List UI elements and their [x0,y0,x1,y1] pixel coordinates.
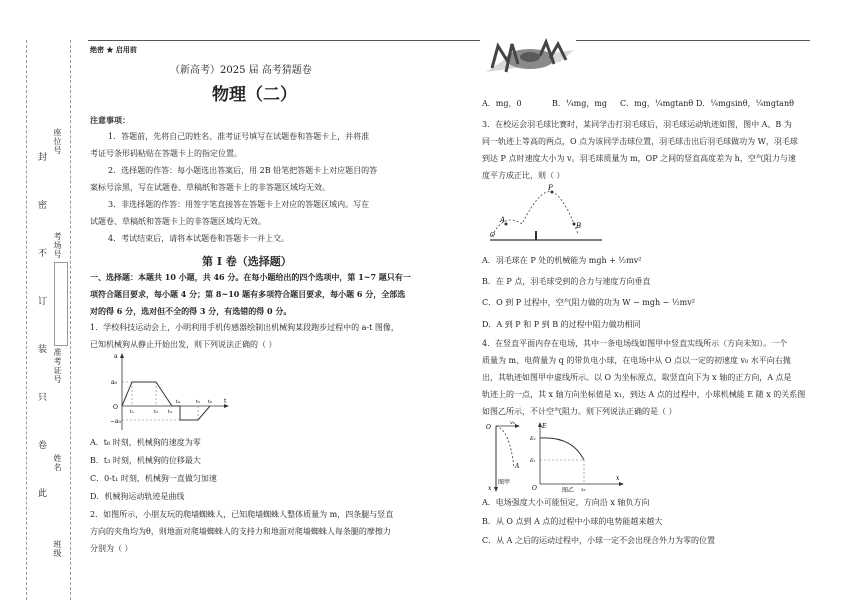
top-rule-left [88,40,480,41]
fig-yi-o-label: O [532,485,537,492]
admission-number-boxes[interactable] [54,262,68,346]
seal-char: 卷 [38,441,48,451]
page-title: 物理（二） [212,85,297,105]
q3-stem-line: 到达 P 点时速度大小为 v。羽毛球质量为 m，OP 之间的竖直高度差为 h，空气阻力与速 [482,154,796,163]
tick-t4: t₄ [176,399,181,405]
seal-char: 不 [38,249,48,259]
q3-option-c: C．O 到 P 过程中，空气阻力做的功为 W − mgh − ½mv² [482,298,695,307]
q1-stem-line: 1．学校科技运动会上，小明利用手机传感器绘制出机械狗某段跑步过程中的 a-t 图像， [90,323,399,332]
seal-char: 只 [38,393,48,403]
section-intro-line: 对的得 6 分，选对但不全的得 3 分，有选错的得 0 分。 [90,306,292,316]
q4-stem-line: 质量为 m、电荷量为 q 的带负电小球，在电场中从 O 点以一定的初速度 v₀ 水平向右抛 [482,356,791,365]
q4-stem-line: 轨迹上的一点，其 x 轴方向坐标值是 x₁，到达 A 点的过程中，小球机械能 E 随 x 的关系图 [482,390,806,399]
admission-number-label: 准考证号 [53,348,62,384]
note-line: 试题卷、草稿纸和答题卡上的非答题区域均无效。 [90,217,266,226]
q2-stem-line: 方向的夹角均为θ，则地面对爬墙蜘蛛人的支持力和地面对爬墙蜘蛛人每条腿的摩擦力 [90,527,391,536]
note-line: 3．非选择题的作答：用签字笔直接答在答题卡上对应的答题区域内。写在 [108,200,370,209]
q3-stem-line: 3．在校运会羽毛球比赛时，某同学击打羽毛球后，羽毛球运动轨迹如图，图中 A、B 为 [482,120,792,129]
name-label: 姓名 [53,454,62,472]
q4-stem-line: 4．在竖直平面内存在电场，其中一条电场线如图甲中竖直实线所示（方向未知）。一个 [482,339,788,348]
note-line: 2．选择题的作答：每小题选出答案后，用 2B 铅笔把答题卡上对应题目的答 [108,166,378,175]
section-intro-line: 项符合题目要求，每小题 4 分；第 8~10 题有多项符合题目要求，每小题 6 分，全部选 [90,289,406,299]
fig-jia-v0-label: v₀ [510,420,515,426]
q1-option-a: A．t₆ 时刻，机械狗的速度为零 [90,438,201,447]
q2-option-d: D．¼mgsinθ，¼mgtanθ [696,99,794,108]
notes-heading: 注意事项： [90,115,130,125]
q4-figure-yi [530,420,624,494]
exam-subtitle: （新高考）2025 届 高考猜题卷 [170,65,312,76]
q3-option-d: D．A 到 P 和 P 到 B 的过程中阻力做功相同 [482,320,641,329]
q4-option-a: A．电场强度大小可能恒定，方向沿 x 轴负方向 [482,498,650,507]
tick-neg-a0: −a₀ [110,418,122,425]
exam-room-label: 考场号 [53,232,62,259]
note-line: 1．答题前，先将自己的姓名、准考证号填写在试题卷和答题卡上，并将准 [108,132,370,141]
q2-spider-figure [484,38,576,80]
fig-yi-x1-label: x₁ [581,487,586,493]
q4-stem-line: 出，其轨迹如图甲中虚线所示。以 O 为坐标原点，取竖直向下为 x 轴的正方向，A 点是 [482,373,792,382]
q3-option-a: A．羽毛球在 P 处的机械能为 mgh + ½mv² [482,256,642,265]
fig-yi-x-label: x [616,475,620,482]
note-line: 4．考试结束后，请将本试题卷和答题卡一并上交。 [108,234,290,243]
fig-yi-e1-label: E₁ [530,458,536,464]
seal-char: 此 [38,489,48,499]
note-line: 考证号条形码粘贴在答题卡上的指定位置。 [90,149,242,158]
tick-t2: t₂ [154,409,159,415]
tick-t1: t₁ [130,409,135,415]
seat-number-label: 座位号 [53,128,62,155]
seal-char: 封 [38,153,48,163]
secret-label: 绝密 ★ 启用前 [90,45,137,54]
point-p-label: P [548,184,553,192]
axis-label-t: t [224,398,227,405]
q1-stem-line: 已知机械狗从静止开始出发，则下列说法正确的（ ） [90,340,277,349]
point-o-label: O [490,232,495,239]
fig-jia-a-label: A [515,463,520,470]
q4-stem-line: 如图乙所示，不计空气阻力。则下列说法正确的是（ ） [482,407,677,416]
q4-option-b: B．从 O 点到 A 点的过程中小球的电势能越来越大 [482,517,663,526]
q2-stem-line: 分别为（ ） [90,544,133,553]
fig-jia-x-label: x [488,485,492,492]
q1-option-c: C．0-t₁ 时刻，机械狗一直做匀加速 [90,474,217,483]
point-a-label: A [500,216,506,224]
note-line: 案标号涂黑，写在试题卷、草稿纸和答题卡上的非答题区域均无效。 [90,183,330,192]
tick-t3: t₃ [168,409,173,415]
point-b-label: B [576,222,582,230]
q3-stem-line: 同一轨迹上等高的两点，O 点为该同学击球位置，羽毛球击出后羽毛球做功为 W，羽毛球 [482,137,798,146]
fig-jia-o-label: O [486,424,491,431]
q3-option-b: B．在 P 点，羽毛球受到的合力与速度方向垂直 [482,277,651,286]
q3-trajectory-figure [484,184,608,246]
q1-at-graph [110,352,230,432]
fig-jia-caption: 图甲 [498,479,511,486]
fig-yi-e2-label: E₂ [530,436,536,442]
tick-t6: t₆ [208,399,213,405]
fig-yi-e-label: E [542,423,547,430]
q4-option-c: C．从 A 之后的运动过程中，小球一定不会出现合外力为零的位置 [482,536,715,545]
origin-label: O [113,404,118,411]
q2-option-c: C．mg，¼mgtanθ [620,99,694,108]
q1-option-d: D．机械狗运动轨迹是曲线 [90,492,185,501]
fig-yi-caption: 图乙 [562,487,575,494]
class-label: 班级 [53,540,62,558]
top-rule-right [576,40,810,41]
seal-char: 装 [38,345,48,355]
section-intro-line: 一、选择题：本题共 10 小题，共 46 分。在每小题给出的四个选项中，第 1~7 题只有一 [90,272,411,282]
q3-stem-line: 度平方成正比，则（ ） [482,171,565,180]
q2-stem-line: 2．如图所示，小朋友玩的爬墙蜘蛛人，已知爬墙蜘蛛人整体质量为 m，四条腿与竖直 [90,510,394,519]
tick-a0: a₀ [111,379,117,386]
seal-char: 订 [38,297,48,307]
q2-option-a: A．mg，0 [482,99,522,108]
seal-char: 密 [38,201,48,211]
section-title: 第 I 卷（选择题） [202,255,292,268]
axis-label-a: a [114,353,118,360]
tick-t5: t₅ [196,399,201,405]
q1-option-b: B．t₃ 时刻，机械狗的位移最大 [90,456,201,465]
q2-option-b: B．¼mg，mg [552,99,608,108]
q4-figure-jia [484,420,526,494]
